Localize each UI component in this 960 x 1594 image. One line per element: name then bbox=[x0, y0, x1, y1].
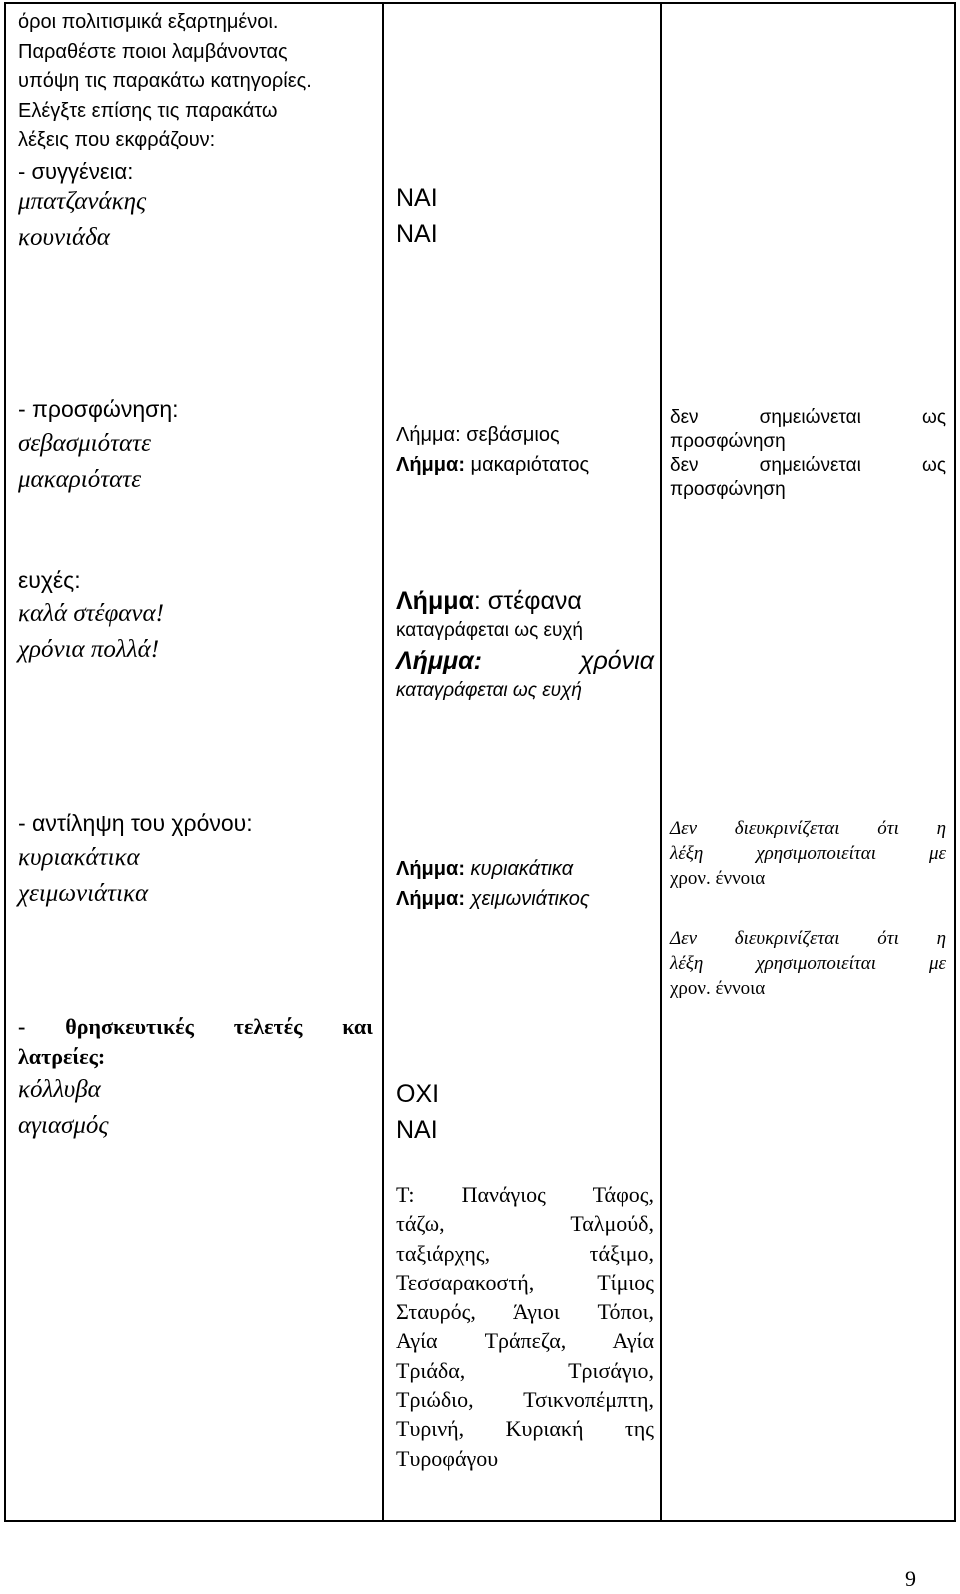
address-words bbox=[18, 426, 151, 498]
word: μπατζανάκης bbox=[18, 188, 147, 215]
text-line: Ελέγξτε επίσης τις παρακάτω bbox=[18, 99, 278, 122]
text-line: Σταυρός, Άγιοι Τόποι, bbox=[396, 1299, 654, 1325]
t-words-list bbox=[396, 1180, 654, 1473]
lemma-value: μακαριότατος bbox=[470, 454, 590, 476]
column-divider bbox=[382, 4, 384, 1520]
religious-label: - θρησκευτικές τελετές και bbox=[18, 1014, 373, 1039]
answer: ΟΧΙ bbox=[396, 1080, 440, 1108]
time-note-1 bbox=[670, 816, 946, 891]
note-line: δεν σημειώνεται ως bbox=[670, 407, 946, 428]
address-note-1 bbox=[670, 406, 946, 454]
kinship-words bbox=[18, 184, 146, 256]
time-lemma-2 bbox=[396, 884, 590, 914]
word: κόλλυβα bbox=[18, 1076, 101, 1103]
wishes-words bbox=[18, 596, 164, 668]
note-line: χρον. έννοια bbox=[670, 978, 766, 999]
text-line: ταξιάρχης, τάξιμο, bbox=[396, 1240, 654, 1266]
text-line: Αγία Τράπεζα, Αγία bbox=[396, 1328, 654, 1354]
page-number: 9 bbox=[905, 1566, 916, 1591]
note-line: χρον. έννοια bbox=[670, 868, 766, 889]
lemma-label: Λήμμα: bbox=[396, 888, 465, 910]
note-line: προσφώνηση bbox=[670, 479, 786, 500]
wish-lemma-2 bbox=[396, 644, 654, 678]
note-line: Δεν διευκρινίζεται ότι η bbox=[670, 818, 946, 839]
religious-answers bbox=[396, 1076, 439, 1148]
note-line: δεν σημειώνεται ως bbox=[670, 455, 946, 476]
lemma-label: Λήμμα: bbox=[396, 424, 461, 446]
text-line: λέξεις που εκφράζουν: bbox=[18, 129, 216, 151]
text-line: Τεσσαρακοστή, Τίμιος bbox=[396, 1269, 654, 1295]
text-line: τάζω, Ταλμούδ, bbox=[396, 1211, 654, 1237]
lemma-value: κυριακάτικα bbox=[470, 858, 574, 880]
time-label: - αντίληψη του χρόνου: bbox=[18, 810, 253, 836]
text-line: Παραθέστε ποιοι λαμβάνοντας bbox=[18, 40, 288, 63]
religious-label-line2: λατρείες: bbox=[18, 1044, 106, 1069]
answer: ΝΑΙ bbox=[396, 220, 438, 248]
text-line: Τυροφάγου bbox=[396, 1445, 499, 1471]
answer: ΝΑΙ bbox=[396, 184, 438, 212]
religious-words bbox=[18, 1072, 109, 1144]
document-table bbox=[4, 2, 956, 1522]
wish-note-2: καταγράφεται ως ευχή bbox=[396, 680, 582, 701]
word: κουνιάδα bbox=[18, 224, 110, 251]
wish-note-1: καταγράφεται ως ευχή bbox=[396, 620, 583, 641]
lemma-label: Λήμμα bbox=[396, 587, 474, 615]
text-line: όροι πολιτισμικά εξαρτημένοι. bbox=[18, 11, 279, 33]
lemma-value: χειμωνιάτικος bbox=[470, 888, 590, 910]
column-divider bbox=[660, 4, 662, 1520]
word: χρόνια πολλά! bbox=[18, 636, 160, 663]
lemma-value: σεβάσμιος bbox=[466, 424, 560, 446]
address-note-2 bbox=[670, 454, 946, 502]
kinship-answers bbox=[396, 180, 438, 252]
wishes-label: ευχές: bbox=[18, 567, 81, 593]
intro-text bbox=[18, 8, 373, 156]
text-line: Τ: Πανάγιος Τάφος, bbox=[396, 1182, 654, 1207]
word: κυριακάτικα bbox=[18, 844, 140, 871]
lemma-label: Λήμμα: bbox=[396, 647, 482, 675]
wish-lemma-1 bbox=[396, 584, 582, 618]
word: αγιασμός bbox=[18, 1112, 109, 1139]
address-label: - προσφώνηση: bbox=[18, 396, 179, 422]
text-line: Τυρινή, Κυριακή της bbox=[396, 1416, 654, 1442]
lemma-value: χρόνια bbox=[579, 647, 654, 675]
note-line: λέξη χρησιμοποιείται με bbox=[670, 843, 946, 864]
text-line: υπόψη τις παρακάτω κατηγορίες. bbox=[18, 70, 312, 92]
word: μακαριότατε bbox=[18, 466, 142, 493]
text-line: Τριάδα, Τρισάγιο, bbox=[396, 1357, 654, 1383]
word: σεβασμιότατε bbox=[18, 430, 151, 457]
lemma-value: : στέφανα bbox=[473, 587, 582, 615]
time-note-2 bbox=[670, 926, 946, 1001]
time-lemma-1 bbox=[396, 854, 573, 884]
note-line: Δεν διευκρινίζεται ότι η bbox=[670, 928, 946, 949]
lemma-label: Λήμμα: bbox=[396, 454, 465, 476]
note-line: λέξη χρησιμοποιείται με bbox=[670, 953, 946, 974]
lemma-label: Λήμμα: bbox=[396, 858, 465, 880]
note-line: προσφώνηση bbox=[670, 431, 786, 452]
time-words bbox=[18, 840, 148, 912]
text-line: Τριώδιο, Τσικνοπέμπτη, bbox=[396, 1387, 654, 1413]
word: καλά στέφανα! bbox=[18, 600, 164, 627]
address-lemma-2 bbox=[396, 450, 589, 480]
kinship-label: - συγγένεια: bbox=[18, 159, 134, 184]
word: χειμωνιάτικα bbox=[18, 880, 149, 907]
answer: ΝΑΙ bbox=[396, 1116, 438, 1144]
address-lemma-1 bbox=[396, 420, 560, 450]
